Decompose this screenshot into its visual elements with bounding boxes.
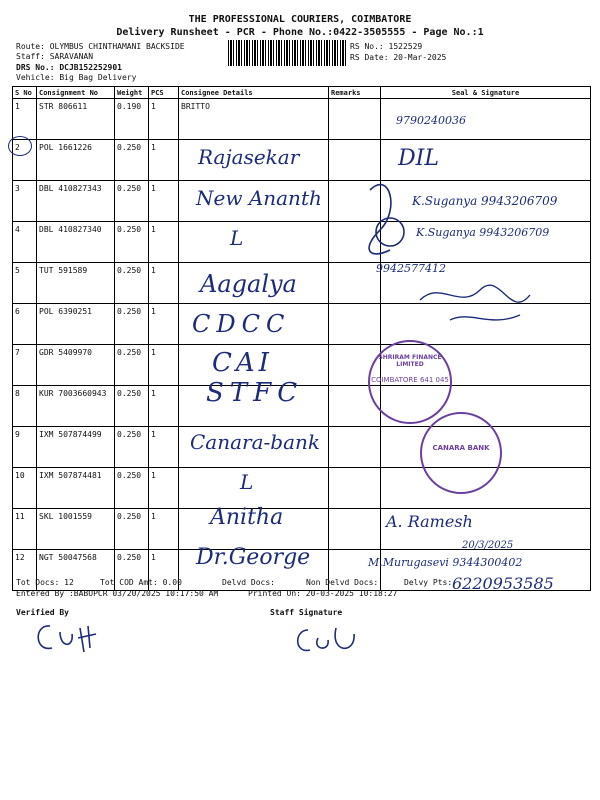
drs-number: DRS No.: DCJB152252901 bbox=[16, 63, 122, 72]
cell-sno: 1 bbox=[13, 99, 37, 140]
cell-weight: 0.250 bbox=[115, 427, 149, 468]
cell-pcs: 1 bbox=[149, 468, 179, 509]
hand-consignee-8: STFC bbox=[206, 378, 304, 408]
cell-sno: 12 bbox=[13, 550, 37, 591]
cell-weight: 0.250 bbox=[115, 263, 149, 304]
cell-sno: 2 bbox=[13, 140, 37, 181]
delvd-docs: Delvd Docs: bbox=[222, 578, 275, 587]
cell-cno: NGT 50047568 bbox=[37, 550, 115, 591]
cell-cno: DBL 410827343 bbox=[37, 181, 115, 222]
col-weight: Weight bbox=[115, 87, 149, 99]
hand-consignee-6: CDCC bbox=[192, 310, 291, 338]
verified-by: Verified By bbox=[16, 608, 69, 617]
rs-number: RS No.: 1522529 bbox=[350, 42, 423, 51]
signature-1: 9790240036 bbox=[396, 114, 466, 127]
hand-consignee-3: New Ananth bbox=[196, 186, 322, 210]
cell-sno: 5 bbox=[13, 263, 37, 304]
printed-on: Printed On: 20-03-2025 10:18:27 bbox=[248, 589, 398, 598]
hand-consignee-7: CAI bbox=[212, 348, 273, 378]
hand-consignee-11: Anitha bbox=[210, 505, 284, 530]
cell-weight: 0.250 bbox=[115, 140, 149, 181]
cell-pcs: 1 bbox=[149, 181, 179, 222]
cell-consignee bbox=[179, 222, 329, 263]
verifier-signature bbox=[30, 618, 110, 658]
staff-signature: Staff Signature bbox=[270, 608, 343, 617]
signature-scribbles bbox=[360, 170, 590, 330]
cell-pcs: 1 bbox=[149, 99, 179, 140]
cell-sno: 8 bbox=[13, 386, 37, 427]
cell-weight: 0.190 bbox=[115, 99, 149, 140]
signature-4: K.Suganya 9943206709 bbox=[416, 226, 550, 239]
col-pcs: PCS bbox=[149, 87, 179, 99]
sno-circle-mark bbox=[8, 136, 32, 156]
signature-11-date: 20/3/2025 bbox=[462, 540, 514, 551]
cell-pcs: 1 bbox=[149, 427, 179, 468]
cell-sno: 4 bbox=[13, 222, 37, 263]
signature-5: 9942577412 bbox=[376, 262, 446, 275]
footer-phone: 6220953585 bbox=[452, 574, 554, 593]
signature-3: K.Suganya 9943206709 bbox=[412, 194, 558, 208]
col-remarks: Remarks bbox=[329, 87, 381, 99]
cell-cno: POL 1661226 bbox=[37, 140, 115, 181]
cell-sno: 3 bbox=[13, 181, 37, 222]
cell-sno: 11 bbox=[13, 509, 37, 550]
cell-sno: 7 bbox=[13, 345, 37, 386]
cell-pcs: 1 bbox=[149, 509, 179, 550]
hand-consignee-9: Canara-bank bbox=[190, 430, 320, 454]
cell-pcs: 1 bbox=[149, 304, 179, 345]
cell-sno: 10 bbox=[13, 468, 37, 509]
barcode bbox=[228, 40, 346, 66]
cell-pcs: 1 bbox=[149, 222, 179, 263]
canara-stamp-text: CANARA BANK bbox=[432, 444, 490, 452]
cell-remarks bbox=[329, 427, 381, 468]
table-row bbox=[13, 99, 591, 140]
hand-consignee-12: Dr.George bbox=[196, 545, 311, 570]
cell-cno: POL 6390251 bbox=[37, 304, 115, 345]
shriram-stamp-city: COIMBATORE 641 045 bbox=[371, 376, 449, 384]
col-consignee: Consignee Details bbox=[179, 87, 329, 99]
hand-consignee-2: Rajasekar bbox=[198, 145, 300, 169]
signature-2: DIL bbox=[398, 146, 439, 171]
rs-date: RS Date: 20-Mar-2025 bbox=[350, 53, 447, 62]
col-sno: S No bbox=[13, 87, 37, 99]
cell-remarks bbox=[329, 468, 381, 509]
runsheet-subtitle: Delivery Runsheet - PCR - Phone No.:0422-3505555 - Page No.:1 bbox=[116, 27, 484, 38]
table-row bbox=[13, 468, 591, 509]
delvy-pts: Delvy Pts: bbox=[404, 578, 453, 587]
cell-cno: STR 806611 bbox=[37, 99, 115, 140]
non-delvd-docs: Non Delvd Docs: bbox=[306, 578, 379, 587]
cell-pcs: 1 bbox=[149, 345, 179, 386]
col-consignment: Consignment No bbox=[37, 87, 115, 99]
cell-weight: 0.250 bbox=[115, 550, 149, 591]
cell-cno: SKL 1001559 bbox=[37, 509, 115, 550]
cell-cno: DBL 410827340 bbox=[37, 222, 115, 263]
signature-12: M.Murugasevi 9344300402 bbox=[368, 556, 523, 569]
cell-consignee: BRITTO bbox=[179, 99, 329, 140]
cell-cno: IXM 507874481 bbox=[37, 468, 115, 509]
cell-weight: 0.250 bbox=[115, 509, 149, 550]
vehicle: Vehicle: Big Bag Delivery bbox=[16, 73, 137, 82]
cell-consignee bbox=[179, 468, 329, 509]
canara-stamp bbox=[420, 412, 502, 494]
cell-weight: 0.250 bbox=[115, 386, 149, 427]
staff: Staff: SARAVANAN bbox=[16, 52, 94, 61]
shriram-stamp bbox=[368, 340, 452, 424]
runsheet-table bbox=[12, 86, 591, 591]
cell-pcs: 1 bbox=[149, 263, 179, 304]
tot-docs: Tot Docs: 12 bbox=[16, 578, 74, 587]
entered-by: Entered By :BABUPCR 03/20/2025 10:17:50 AM bbox=[16, 589, 219, 598]
hand-consignee-5: Aagalya bbox=[200, 270, 297, 298]
cell-weight: 0.250 bbox=[115, 304, 149, 345]
cell-pcs: 1 bbox=[149, 386, 179, 427]
hand-consignee-10: L bbox=[240, 470, 254, 494]
shriram-stamp-text: SHRIRAM FINANCE LIMITED bbox=[378, 354, 442, 368]
hand-consignee-4: L bbox=[230, 226, 244, 250]
cell-cno: IXM 507874499 bbox=[37, 427, 115, 468]
cell-cno: KUR 7003660943 bbox=[37, 386, 115, 427]
cell-weight: 0.250 bbox=[115, 468, 149, 509]
cell-cno: GDR 5409970 bbox=[37, 345, 115, 386]
cell-cno: TUT 591589 bbox=[37, 263, 115, 304]
cell-weight: 0.250 bbox=[115, 222, 149, 263]
cell-remarks bbox=[329, 509, 381, 550]
cell-weight: 0.250 bbox=[115, 181, 149, 222]
tot-cod: Tot COD Amt: 0.00 bbox=[100, 578, 182, 587]
cell-sno: 6 bbox=[13, 304, 37, 345]
col-signature: Seal & Signature bbox=[381, 87, 591, 99]
cell-weight: 0.250 bbox=[115, 345, 149, 386]
company-title: THE PROFESSIONAL COURIERS, COIMBATORE bbox=[188, 14, 412, 25]
cell-remarks bbox=[329, 99, 381, 140]
signature-11: A. Ramesh bbox=[386, 512, 473, 531]
table-header bbox=[13, 87, 591, 99]
cell-pcs: 1 bbox=[149, 550, 179, 591]
route: Route: OLYMBUS CHINTHAMANI BACKSIDE bbox=[16, 42, 185, 51]
staff-signature-mark bbox=[290, 620, 370, 660]
cell-pcs: 1 bbox=[149, 140, 179, 181]
cell-sno: 9 bbox=[13, 427, 37, 468]
